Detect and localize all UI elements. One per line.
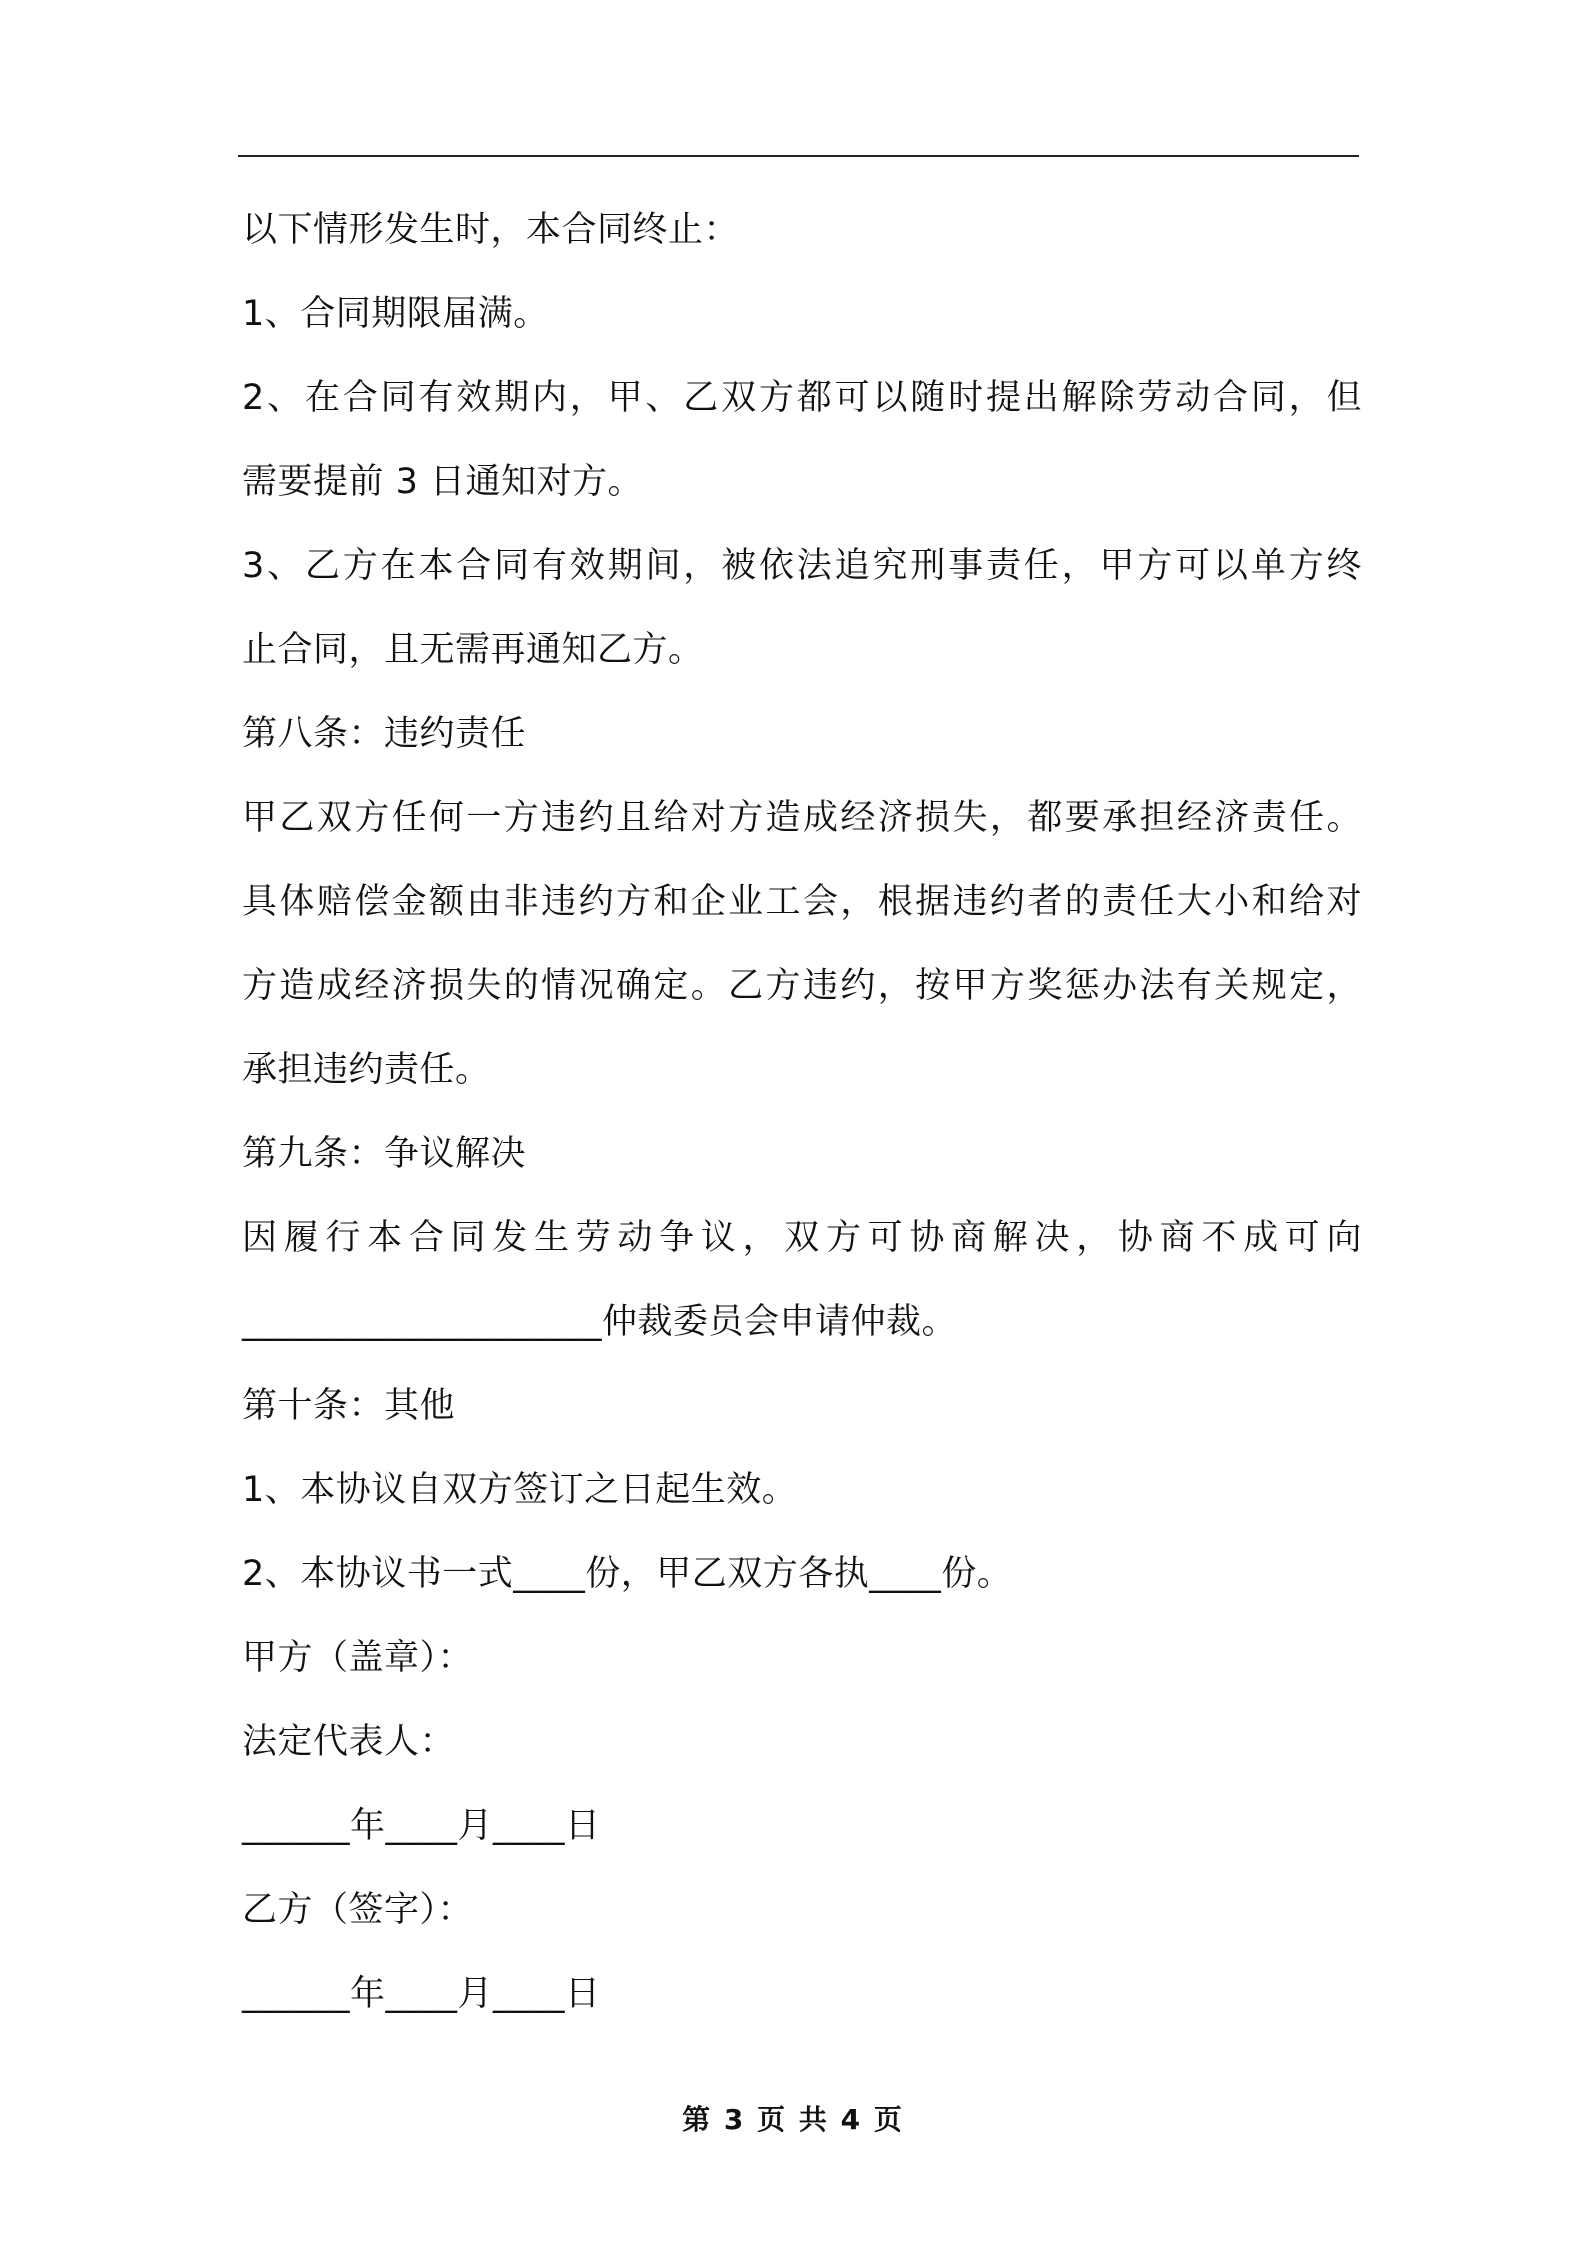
paragraph-term-expiry: 1、合同期限届满。 <box>242 294 549 334</box>
paragraph-criminal-liability-line2: 止合同，且无需再通知乙方。 <box>242 630 704 670</box>
article-10-heading: 第十条：其他 <box>242 1386 456 1426</box>
paragraph-breach-line4: 承担违约责任。 <box>242 1050 491 1090</box>
paragraph-copies: 2、本协议书一式____份，甲乙双方各执____份。 <box>242 1554 1013 1594</box>
article-8-heading: 第八条：违约责任 <box>242 714 527 754</box>
paragraph-dispute-line2: ____________________仲裁委员会申请仲裁。 <box>242 1302 958 1342</box>
paragraph-breach-line3: 方造成经济损失的情况确定。乙方违约，按甲方奖惩办法有关规定， <box>242 966 1362 1006</box>
article-9-heading: 第九条：争议解决 <box>242 1134 527 1174</box>
paragraph-termination-notice-line2: 需要提前 3 日通知对方。 <box>242 462 644 502</box>
party-b-signature-label: 乙方（签字）： <box>242 1890 474 1930</box>
paragraph-termination-notice-line1: 2、在合同有效期内，甲、乙双方都可以随时提出解除劳动合同，但 <box>242 378 1362 418</box>
party-a-date-line: ______年____月____日 <box>242 1806 601 1846</box>
paragraph-dispute-line1: 因履行本合同发生劳动争议，双方可协商解决，协商不成可向 <box>242 1218 1362 1258</box>
legal-representative-label: 法定代表人： <box>242 1722 456 1762</box>
document-body <box>242 200 1362 2048</box>
paragraph-breach-line1: 甲乙双方任何一方违约且给对方造成经济损失，都要承担经济责任。 <box>242 798 1362 838</box>
party-b-date-line: ______年____月____日 <box>242 1974 601 2014</box>
paragraph-effective: 1、本协议自双方签订之日起生效。 <box>242 1470 798 1510</box>
header-rule <box>238 155 1359 157</box>
party-a-seal-label: 甲方（盖章）： <box>242 1638 474 1678</box>
paragraph-termination-intro: 以下情形发生时，本合同终止： <box>242 210 740 250</box>
paragraph-breach-line2: 具体赔偿金额由非违约方和企业工会，根据违约者的责任大小和给对 <box>242 882 1362 922</box>
page-number-footer: 第 3 页 共 4 页 <box>682 2103 904 2136</box>
paragraph-criminal-liability-line1: 3、乙方在本合同有效期间，被依法追究刑事责任，甲方可以单方终 <box>242 546 1362 586</box>
